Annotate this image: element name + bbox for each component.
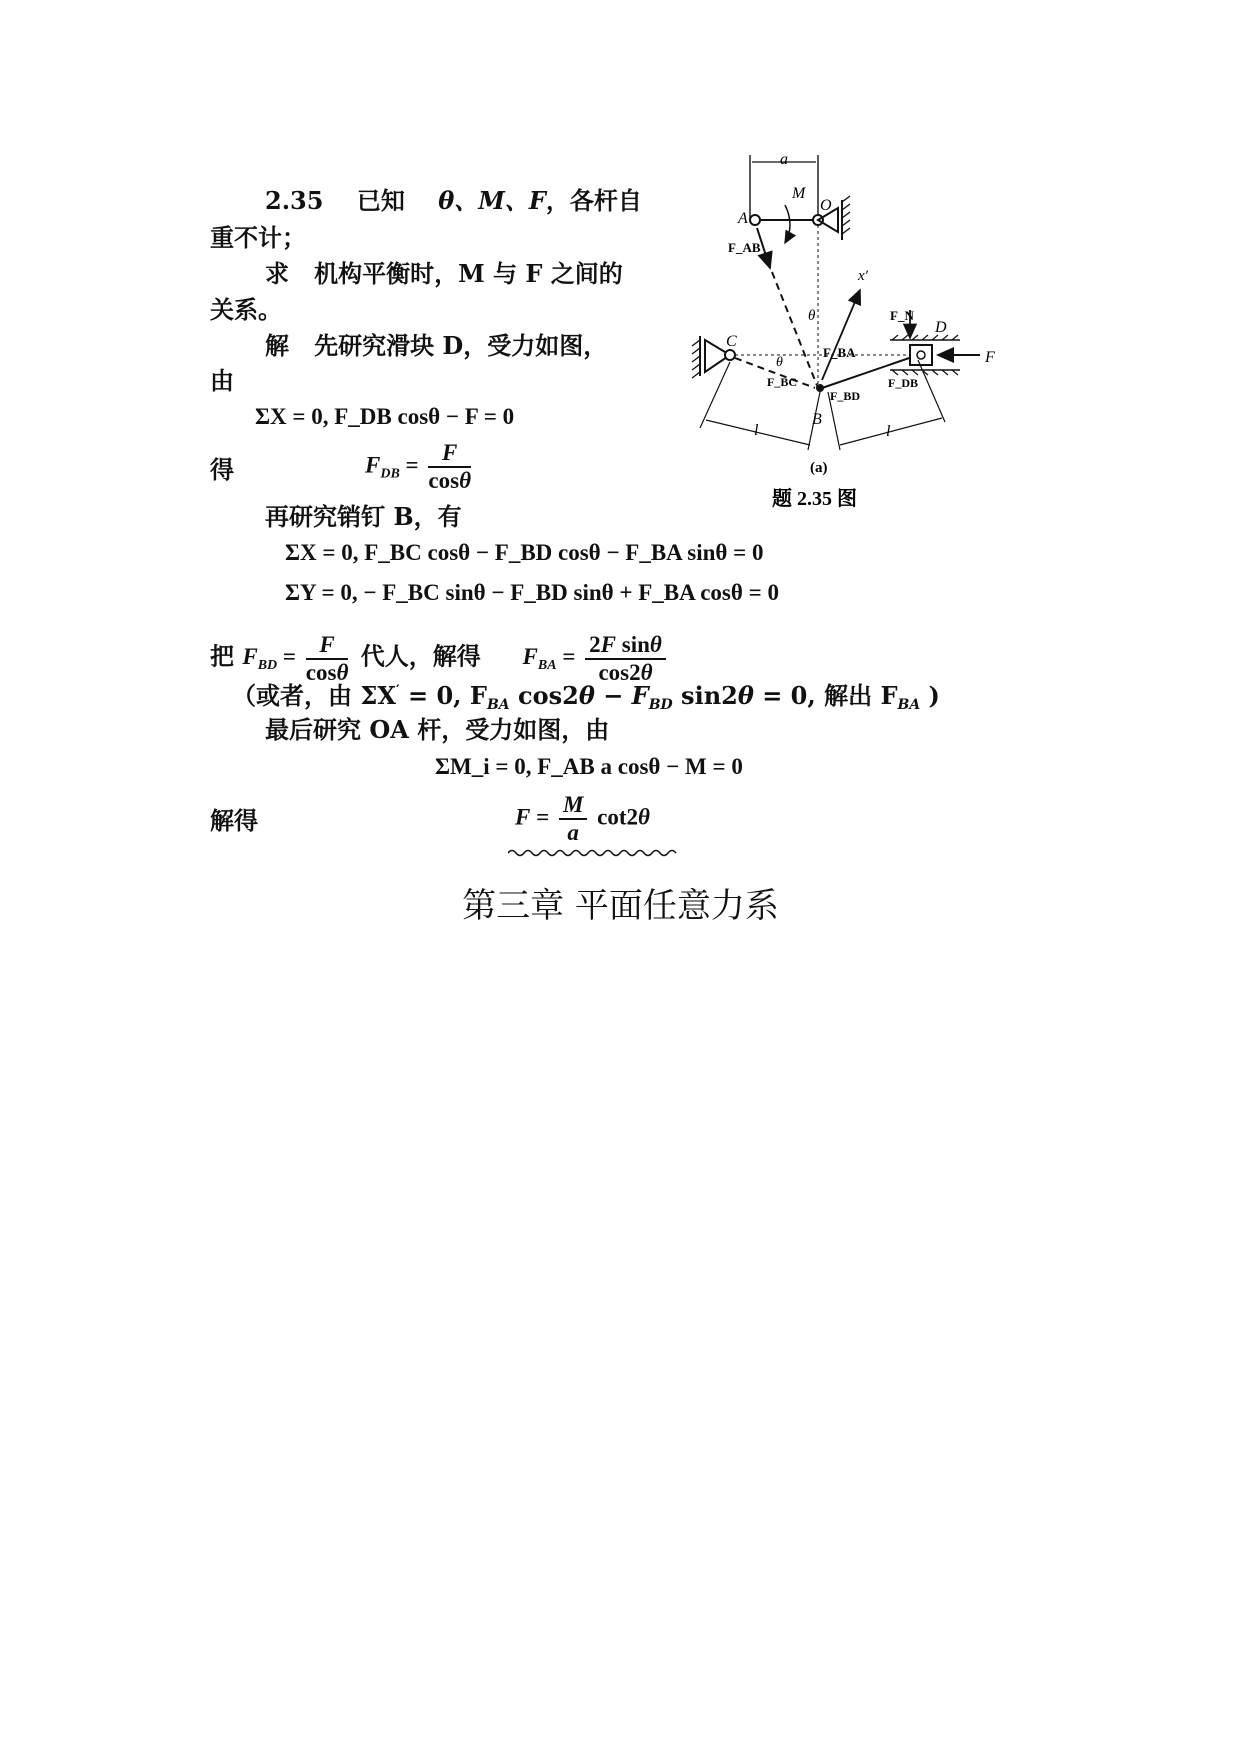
ask-text: 机构平衡时，M 与 F 之间的 (314, 259, 623, 288)
label-A: A (738, 210, 748, 227)
given-rest: ，各杆自 (545, 186, 642, 215)
chapter-title: 第三章 平面任意力系 (462, 886, 779, 926)
problem-line-1 (265, 186, 642, 216)
label-FBC: F_BC (767, 375, 797, 389)
substitution-line: 把 $F_{BD}$ = $\frac{F}{\cos\theta}$ 代人，解得 $F_{BA}$ = $\frac{\text{2F sinθ}}{\cos 2\theta}$ (210, 632, 670, 686)
equation-4: ΣM_i = 0, F_AB a cosθ − M = 0 (435, 754, 743, 779)
given-label: 已知 (356, 186, 405, 215)
step3-text: 最后研究 OA 杆，受力如图，由 (265, 715, 610, 744)
solution-line-2: 由 (210, 366, 234, 395)
label-C: C (726, 333, 737, 350)
label-FAB: F_AB (728, 240, 761, 255)
problem-number: 2.35 (265, 186, 324, 215)
result-label-1: 得 (210, 455, 234, 484)
figure-caption: 题 2.35 图 (772, 488, 857, 510)
equation-2: ΣX = 0, F_BC cosθ − F_BD cosθ − F_BA sinθ = 0 (285, 540, 764, 565)
label-F-force: F (985, 349, 995, 366)
final-equation: F = $\frac{M}{a}$ cot2θ (515, 792, 650, 845)
label-theta-c: θ (776, 355, 783, 370)
solution-line-1 (265, 331, 607, 361)
label-M: M (792, 185, 806, 202)
label-B: B (812, 411, 822, 428)
label-FDB: F_DB (888, 376, 918, 390)
final-equation-wavy-underline (508, 848, 683, 858)
mechanism-figure (660, 150, 1000, 530)
label-FN: F_N (890, 308, 914, 323)
figure-subcaption: (a) (810, 460, 828, 476)
equation-1: ΣX = 0, F_DB cosθ − F = 0 (255, 404, 515, 429)
equation-fdb: $F_{DB}$ = $\frac{F}{\cos\theta}$ (365, 440, 472, 493)
label-l-left: l (754, 422, 759, 439)
problem-line-4: 关系。 (210, 295, 282, 324)
ask-label: 求 (265, 259, 289, 288)
subst-mid: 代人，解得 (360, 641, 481, 671)
problem-line-2: 重不计； (210, 223, 306, 252)
problem-line-3 (265, 259, 623, 289)
label-FBA: F_BA (823, 345, 856, 360)
given-vars: θ、M、F (438, 186, 546, 215)
subst-label: 把 (210, 641, 234, 671)
label-x-prime: x′ (858, 268, 868, 284)
step2-text: 再研究销钉 B，有 (265, 502, 462, 531)
label-theta-top: θ (808, 308, 816, 324)
label-l-right: l (886, 423, 891, 440)
label-FBD: F_BD (830, 389, 860, 403)
alternative-note: （或者，由 ΣX′ = 0, $F_{BA}$ $\cos 2\theta - F_{BD}$ sin2θ = 0, 解出 $F_{BA}$ ) (232, 681, 940, 713)
label-D: D (935, 319, 947, 336)
final-label: 解得 (210, 806, 258, 835)
label-a: a (780, 151, 788, 168)
step1-text: 先研究滑块 D，受力如图， (314, 331, 608, 360)
label-O: O (820, 197, 832, 214)
equation-3: ΣY = 0, − F_BC sinθ − F_BD sinθ + F_BA cosθ = 0 (285, 580, 779, 605)
solution-label: 解 (265, 331, 289, 360)
